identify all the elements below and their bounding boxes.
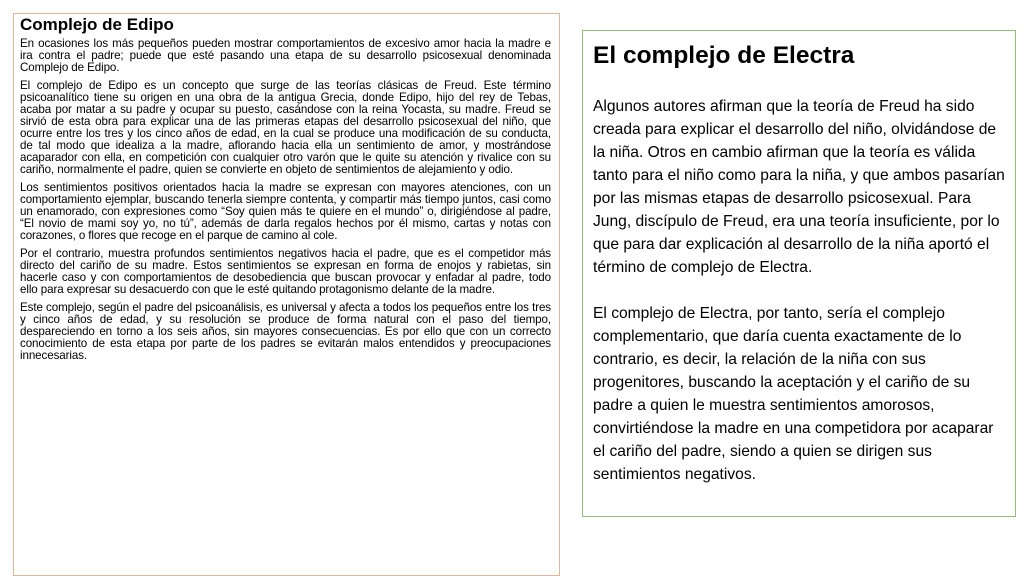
electra-paragraph-2: El complejo de Electra, por tanto, sería el complejo complementario, que daría cuenta exactamente de lo contrario, es decir, la relación de la niña con sus progenitores, buscando la aceptación y el cariño de su padre a quien le muestra sentimientos amorosos, convirtiéndose la madre en una competidora por acaparar el cariño del padre, siendo a quien se dirigen sus sentimientos negativos.	[593, 305, 994, 483]
edipo-title: Complejo de Edipo	[20, 15, 174, 34]
edipo-paragraph-1: En ocasiones los más pequeños pueden mostrar comportamientos de excesivo amor hacia la madre e ira contra el padre; puede que esté pasando una etapa de su desarrollo psicosexual denominada Complejo de Edipo.	[20, 37, 551, 74]
electra-text-box	[582, 30, 1016, 517]
edipo-paragraph-3: Los sentimientos positivos orientados hacia la madre se expresan con mayores atenciones, con un comportamiento ejemplar, buscando tenerla siempre contenta, y compartir más tiempo juntos, casi como un enamorado, con expresiones como “Soy quien más te quiere en el mundo” o, dirigiéndose al padre, “El novio de mami soy yo, no tú”, además de darla regalos hechos por él mismo, cartas y notas con corazones, o flores que recoge en el parque de camino al cole.	[20, 181, 551, 242]
electra-title: El complejo de Electra	[593, 42, 855, 69]
edipo-text-box	[13, 13, 560, 576]
electra-paragraph-1: Algunos autores afirman que la teoría de Freud ha sido creada para explicar el desarrollo del niño, olvidándose de la niña. Otros en cambio afirman que la teoría es válida tanto para el niño como para la niña, y que ambos pasarían por las mismas etapas de desarrollo psicosexual. Para Jung, discípulo de Freud, era una teoría insuficiente, por lo que para dar explicación al desarrollo de la niña aportó el término de complejo de Electra.	[593, 98, 1005, 276]
edipo-paragraph-4: Por el contrario, muestra profundos sentimientos negativos hacia el padre, que es el competidor más directo del cariño de su madre. Estos sentimientos se expresan en forma de enojos y rabietas, sin hacerle caso y con comportamientos de desobediencia que buscan provocar y enfadar al padre, todo ello para expresar su desacuerdo con que le esté quitando protagonismo delante de la madre.	[20, 247, 551, 296]
edipo-paragraph-2: El complejo de Edipo es un concepto que surge de las teorías clásicas de Freud. Este término psicoanalítico tiene su origen en una obra de la antigua Grecia, donde Edipo, hijo del rey de Tebas, acaba por matar a su padre y ocupar su puesto, casándose con la reina Yocasta, su madre. Freud se sirvió de esta obra para explicar una de las primeras etapas del desarrollo psicosexual del niño, que ocurre entre los tres y los cinco años de edad, en la cual se produce una modificación de su conducta, de tal modo que idealiza a la madre, aflorando hacia ella un sentimiento de amor, y mostrándose acaparador con ella, en competición con cualquier otro varón que le quite su atención y rivalice con su cariño, normalmente el padre, quien se convierte en objeto de sentimientos de alejamiento y odio.	[20, 79, 551, 176]
edipo-paragraph-5: Este complejo, según el padre del psicoanálisis, es universal y afecta a todos los pequeños entre los tres y cinco años de edad, y su resolución se produce de forma natural con el paso del tiempo, despareciendo en torno a los seis años, sin mayores consecuencias. Es por ello que con un correcto conocimiento de esta etapa por parte de los padres se evitarán malos entendidos y preocupaciones innecesarias.	[20, 301, 551, 362]
